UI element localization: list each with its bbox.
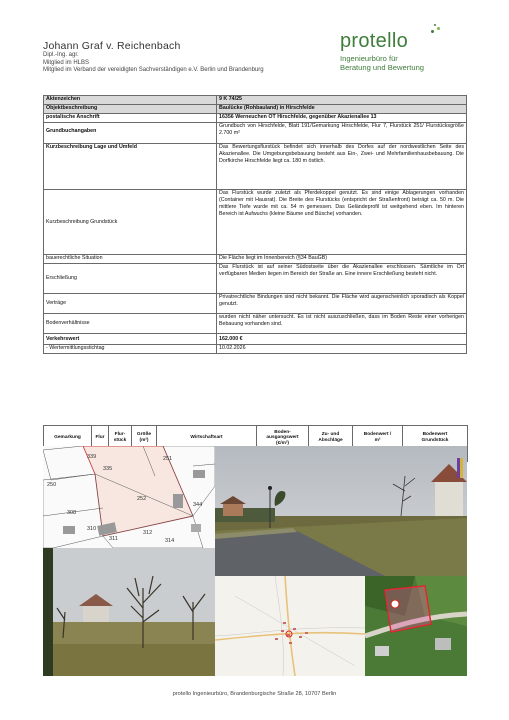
logo-subtitle-1: Ingenieurbüro für <box>340 54 398 63</box>
row-value: Baulücke (Rohbauland) in Hirschfelde <box>217 105 467 114</box>
row-value: 10.02.2026 <box>217 345 467 354</box>
parcel-label: 344 <box>193 502 203 508</box>
parcel-label: 314 <box>165 538 175 544</box>
row-label: - Wertermittlungsstichtag <box>44 345 217 354</box>
column-header: Gemarkung <box>44 426 92 451</box>
author-name: Johann Graf v. Reichenbach <box>43 40 181 52</box>
table-row <box>44 345 467 354</box>
aerial-image <box>365 576 467 676</box>
parcel-label: 252 <box>137 496 147 502</box>
parcel-label: 251 <box>163 456 173 462</box>
table-row <box>44 294 467 314</box>
parcel-label: 335 <box>103 466 113 472</box>
column-header: Größe (m²) <box>132 426 157 451</box>
row-label: Verträge <box>44 294 217 314</box>
village-map-image <box>215 576 365 676</box>
row-value: 162.000 € <box>217 334 467 345</box>
column-header: Boden- ausgangswert (€/m²) <box>257 426 309 451</box>
row-value: Das Flurstück wurde zuletzt als Pferdekoppel genutzt. Es sind einige Ablagerungen vorhanden (Container mit Hausrat). Die Breite des Flurstücks (entspricht der Straßenfront) beträgt ca. 50 m. Die mittlere Tiefe wurde mit ca. 54 m gemessen. Das Geländeprofil ist weitgehend eben. Im hinteren Bereich ist Aufwuchs (kleine Bäume und Büsche) vorhanden. <box>217 190 467 255</box>
row-value: Die Fläche liegt im Innenbereich (§34 BauGB) <box>217 255 467 264</box>
row-label: Kurzbeschreibung Lage und Umfeld <box>44 144 217 190</box>
site-photo-trees-drawing <box>43 548 215 676</box>
logo-dot <box>437 27 440 30</box>
row-label: Erschließung <box>44 264 217 294</box>
parcel-label: 250 <box>47 482 57 488</box>
column-header: Wirtschaftsart <box>157 426 257 451</box>
row-value: 16356 Werneuchen OT Hirschfelde, gegenüber Akazienallee 13 <box>217 114 467 123</box>
author-membership-2: Mitglied im Verband der vereidigten Sachverständigen e.V. Berlin und Brandenburg <box>43 67 264 74</box>
column-header: Zu- und Abschläge <box>309 426 353 451</box>
row-label: bauerechtliche Situation <box>44 255 217 264</box>
column-header: Flur <box>92 426 109 451</box>
table-row <box>44 190 467 255</box>
row-value: 9 K 74/25 <box>217 96 467 105</box>
table-row <box>44 314 467 334</box>
row-label: Grundbuchangaben <box>44 123 217 144</box>
table-row <box>44 334 467 345</box>
company-logo <box>340 30 470 72</box>
cadastral-map-image <box>43 446 215 548</box>
site-photo-trees <box>43 548 215 676</box>
parcel-label: 310 <box>87 526 97 532</box>
parcel-label: 311 <box>109 536 118 542</box>
column-header: Bodenwert / m² <box>353 426 403 451</box>
cadastral-map-drawing <box>43 446 215 548</box>
logo-word: protello <box>340 30 408 52</box>
table-row <box>44 264 467 294</box>
column-header: Flur- stück <box>109 426 132 451</box>
parcel-label: 339 <box>87 454 97 460</box>
parcel-label: 312 <box>143 530 153 536</box>
row-label: Objektbeschreibung <box>44 105 217 114</box>
table-row <box>44 255 467 264</box>
author-membership-1: Mitglied im HLBS <box>43 59 90 66</box>
logo-dot <box>431 30 434 33</box>
row-value: Das Flurstück ist auf seiner Südostseite über die Akazienallee erschlossen. Sämtliche im Ort verfügbaren Medien liegen im Bereich der Straße an. Eine innere Erschließung besteht nicht. <box>217 264 467 294</box>
page-footer: protello Ingenieurbüro, Brandenburgische Straße 28, 10707 Berlin <box>172 691 337 697</box>
row-value: Grundbuch von Hirschfelde, Blatt 191/Gemarkung Hirschfelde, Flur 7, Flurstück 251/ Flurstücksgröße 2.700 m² <box>217 123 467 144</box>
table-row <box>44 96 467 105</box>
site-photo-road <box>215 446 467 576</box>
summary-table <box>43 95 467 354</box>
logo-dot <box>434 24 436 26</box>
row-label: Verkehrswert <box>44 334 217 345</box>
column-header: Bodenwert Grundstück <box>403 426 468 451</box>
table-row <box>44 114 467 123</box>
row-label: Bodenverhältnisse <box>44 314 217 334</box>
table-row <box>44 144 467 190</box>
author-block <box>43 40 373 75</box>
row-value: wurden nicht näher untersucht. Es ist nicht auszuschließen, dass im Boden Reste einer vorherigen Bebauung vorhanden sind. <box>217 314 467 334</box>
row-value: Das Bewertungsflurstück befindet sich innerhalb des Dorfes auf der nordwestlichen Seite des Akazienallee. Die Umgebungsbebauung besteht aus Ein-, Zwei- und Mehrfamilienhausbebauung. Die Dorfkirche Hirschfelde liegt ca. 180 m östlich. <box>217 144 467 190</box>
row-label: Kurzbeschreibung Grundstück <box>44 190 217 255</box>
logo-subtitle-2: Beratung und Bewertung <box>340 63 425 72</box>
aerial-image-drawing <box>365 576 467 676</box>
author-title: Dipl.-Ing. agr. <box>43 52 79 58</box>
village-map-drawing <box>215 576 365 676</box>
row-value: Privatrechtliche Bindungen sind nicht bekannt. Die Fläche wird augenscheinlich sporadisch als Koppel genutzt. <box>217 294 467 314</box>
site-photo-road-drawing <box>215 446 467 576</box>
table-row <box>44 123 467 144</box>
row-label: postalische Anschrift <box>44 114 217 123</box>
table-row <box>44 105 467 114</box>
parcel-label: 308 <box>67 510 77 516</box>
row-label: Aktenzeichen <box>44 96 217 105</box>
